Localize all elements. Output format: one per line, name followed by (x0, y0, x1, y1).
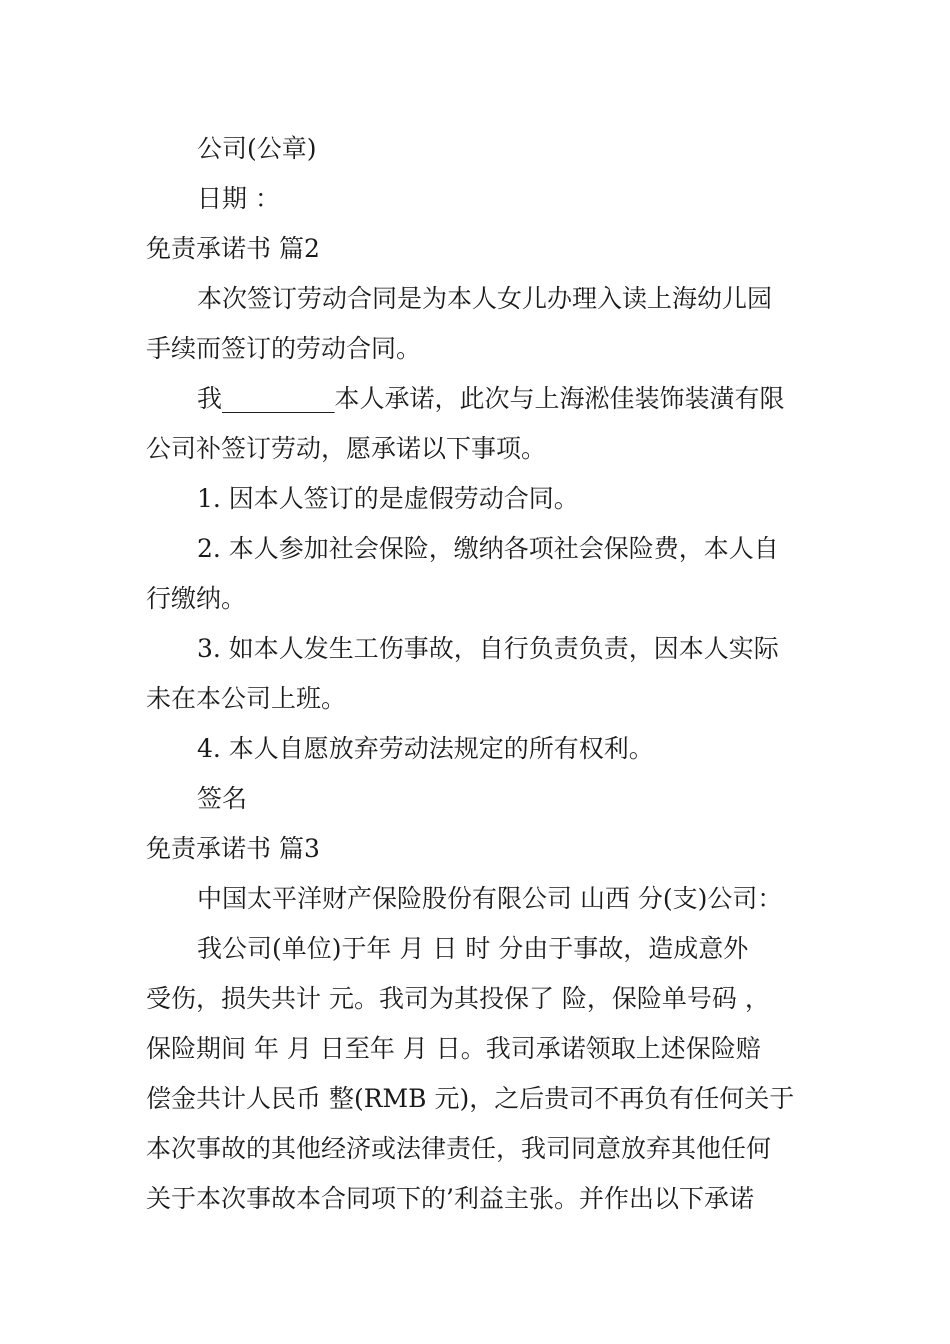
addressee-line: 中国太平洋财产保险股份有限公司 山西 分(支)公司： (197, 884, 783, 913)
list-item-2: 2. 本人参加社会保险，缴纳各项社会保险费，本人自 (197, 534, 779, 563)
paragraph-line: 偿金共计人民币 整(RMB 元)，之后贵司不再负有任何关于 (146, 1084, 795, 1113)
list-item-2-continuation: 行缴纳。 (146, 584, 247, 613)
list-item-4: 4. 本人自愿放弃劳动法规定的所有权利。 (197, 734, 654, 763)
paragraph-line: 手续而签订的劳动合同。 (146, 334, 422, 363)
paragraph-line: 我_________本人承诺，此次与上海淞佳装饰装潢有限 (197, 384, 785, 413)
signature-line: 签名 (197, 784, 248, 813)
paragraph-line: 受伤，损失共计 元。我司为其投保了 险，保险单号码 ， (146, 984, 770, 1013)
date-line: 日期 ： (197, 184, 280, 213)
paragraph-line: 关于本次事故本合同项下的’利益主张。并作出以下承诺 (146, 1184, 754, 1213)
paragraph-line: 本次事故的其他经济或法律责任，我司同意放弃其他任何 (146, 1134, 772, 1163)
paragraph-line: 我公司(单位)于年 月 日 时 分由于事故，造成意外 (197, 934, 749, 963)
company-seal-line: 公司(公章) (197, 134, 317, 163)
section-heading-2: 免责承诺书 篇2 (146, 234, 320, 263)
list-item-1: 1. 因本人签订的是虚假劳动合同。 (197, 484, 579, 513)
paragraph-line: 保险期间 年 月 日至年 月 日。我司承诺领取上述保险赔 (146, 1034, 761, 1063)
list-item-3: 3. 如本人发生工伤事故，自行负责负责，因本人实际 (197, 634, 779, 663)
section-heading-3: 免责承诺书 篇3 (146, 834, 320, 863)
list-item-3-continuation: 未在本公司上班。 (146, 684, 347, 713)
paragraph-line: 本次签订劳动合同是为本人女儿办理入读上海幼儿园 (197, 284, 773, 313)
paragraph-line: 公司补签订劳动，愿承诺以下事项。 (146, 434, 547, 463)
